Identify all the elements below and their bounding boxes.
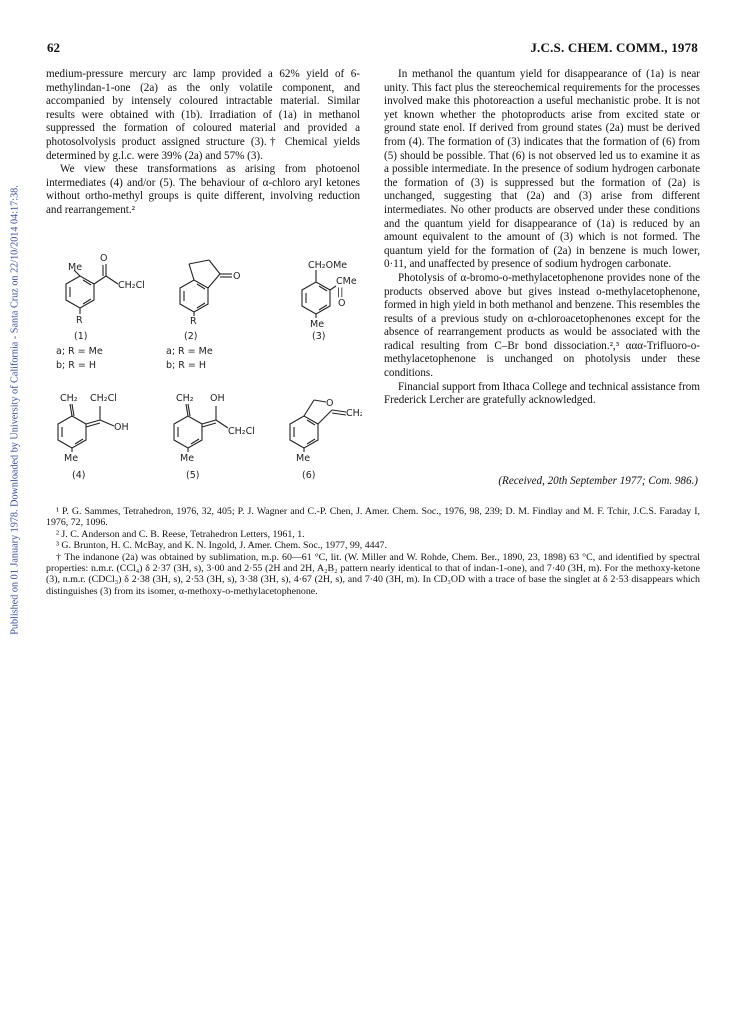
structure-4 <box>58 393 129 481</box>
compound-2b-label: b; R = H <box>166 360 206 371</box>
oh-label-5: OH <box>210 393 225 404</box>
watermark-text: Published on 01 January 1978. Downloaded by University of California - Santa Cruz on 22/10/2014 04:17:38. <box>9 185 21 635</box>
structures-svg <box>44 244 362 484</box>
footnote-dagger: † The indanone (2a) was obtained by sublimation, m.p. 60—61 °C, lit. (W. Miller and W. Rohde, Chem. Ber., 1890, 23, 1898) 63 °C, and identified by spectral properties: n.m.r. (CCl₄) δ 2·37 (3H, s), 3·00 and 2·55 (2H and 2H, A₂B₂ pattern nearly identical to that of indan-1-one), and 7·40 (3H, m). For the methoxy-ketone (3), n.m.r. (CDCl₃) δ 2·38 (3H, s), 2·53 (3H, s), 3·38 (3H, s), 4·67 (2H, s), and 7·40 (3H, m). In CD₃OD with a trace of base the singlet at δ 2·53 disappears which distinguishes (3) from its isomer, α-methoxy-o-methylacetophenone. <box>46 551 700 597</box>
o-label-2: O <box>233 271 241 282</box>
r-label-1: R <box>76 315 83 326</box>
cme-label: CMe <box>336 276 357 287</box>
compound-1a-label: a; R = Me <box>56 346 103 357</box>
right-column <box>384 68 700 408</box>
ch2-label-6: CH₂ <box>346 408 362 419</box>
compound-2-label: (2) <box>184 331 198 342</box>
double-bond-label: || <box>337 287 344 298</box>
received-line: (Received, 20th September 1977; Com. 986.) <box>498 475 698 487</box>
right-paragraph-1: In methanol the quantum yield for disappearance of (1a) is near unity. This fact plus the stereochemical requirements for the processes involved make this photoreaction a useful mechanistic probe. It is not yet known whether the photoproducts arise from excited state or ground state enol. If derived from ground states (2a) must be derived from (4). The formation of (3) indicates that the formation of (6) from (5) should be possible. That (6) is not observed led us to examine it as a possible intermediate. In the presence of sodium hydrogen carbonate the formation of (3) is suppressed but the formation of (2a) is unchanged, suggesting that (2a) and (3) arise from different intermediates. No other products are observed under these conditions and the quantum yield for disappearance of (1a) is reduced by an amount equivalent to the amount of (3) which is not formed. The quantum yield for the formation of (2a) in benzene is much lower, 0·11, and unaffected by presence of sodium hydrogen carbonate. <box>384 68 700 271</box>
ch2-label-5: CH₂ <box>176 393 194 404</box>
compound-4-label: (4) <box>72 470 86 481</box>
left-paragraph-1: medium-pressure mercury arc lamp provided a 62% yield of 6-methylindan-1-one (2a) as the only volatile component, and accompanied by intensely coloured intractable material. Similar results were obtained with (1b). Irradiation of (1a) in methanol suppressed the formation of coloured material and provided a photosolvolysis product assigned structure (3).† Chemical yields determined by g.l.c. were 39% (2a) and 57% (3). <box>46 68 360 162</box>
journal-header: J.C.S. CHEM. COMM., 1978 <box>530 40 698 55</box>
chemical-structures-figure <box>44 244 362 484</box>
left-paragraph-2: We view these transformations as arising from photoenol intermediates (4) and/or (5). The behaviour of α-chloro aryl ketones without ortho-methyl groups is quite different, involving reduction and rearrangement.² <box>46 163 360 216</box>
structure-5 <box>174 393 255 481</box>
ch2cl-label-1: CH₂Cl <box>118 280 145 291</box>
right-paragraph-2: Photolysis of α-bromo-o-methylacetophenone provides none of the products observed above but gives instead o-methylacetophenone, formed in high yield in both methanol and benzene. This resembles the results of a previous study on α-chloroacetophenones except for the absence of rearrangement products as would be associated with the radical resulting from C–Br bond dissociation.²,³ ααα-Trifluoro-o-methylacetophenone is unchanged on photolysis under these conditions. <box>384 271 700 380</box>
r-label-2: R <box>190 316 197 327</box>
me-label-5: Me <box>180 453 195 464</box>
structure-3 <box>302 260 357 342</box>
ch2cl-label-5: CH₂Cl <box>228 426 255 437</box>
me-label-4: Me <box>64 453 79 464</box>
oh-label-4: OH <box>114 422 129 433</box>
ch2-label-4: CH₂ <box>60 393 78 404</box>
compound-1b-label: b; R = H <box>56 360 96 371</box>
download-watermark <box>8 150 22 670</box>
structure-2 <box>166 260 240 371</box>
page-number: 62 <box>47 40 60 55</box>
ch2ome-label: CH₂OMe <box>308 260 348 271</box>
compound-5-label: (5) <box>186 470 200 481</box>
reference-2: ² J. C. Anderson and C. B. Reese, Tetrahedron Letters, 1961, 1. <box>56 528 305 540</box>
right-paragraph-3: Financial support from Ithaca College and technical assistance from Frederick Lercher are gratefully acknowledged. <box>384 380 700 407</box>
o-label-1: O <box>100 253 108 264</box>
o-label-3: O <box>338 298 346 309</box>
structure-1 <box>56 253 145 371</box>
me-label-6: Me <box>296 453 311 464</box>
reference-3: ³ G. Brunton, H. C. McBay, and K. N. Ingold, J. Amer. Chem. Soc., 1977, 99, 4447. <box>56 540 387 552</box>
left-column <box>46 68 360 218</box>
compound-2a-label: a; R = Me <box>166 346 213 357</box>
reference-1: ¹ P. G. Sammes, Tetrahedron, 1976, 32, 405; P. J. Wagner and C.-P. Chen, J. Amer. Chem. Soc., 1976, 98, 239; D. M. Findlay and M. F. Tchir, J.C.S. Faraday I, 1976, 72, 1096. <box>46 506 700 529</box>
compound-1-label: (1) <box>74 331 88 342</box>
compound-3-label: (3) <box>312 331 326 342</box>
references <box>46 506 700 597</box>
ch2cl-label-4: CH₂Cl <box>90 393 117 404</box>
structure-6 <box>290 398 362 481</box>
o-label-6: O <box>326 398 334 409</box>
me-label-1: Me <box>68 262 83 273</box>
compound-6-label: (6) <box>302 470 316 481</box>
me-label-3: Me <box>310 319 325 330</box>
